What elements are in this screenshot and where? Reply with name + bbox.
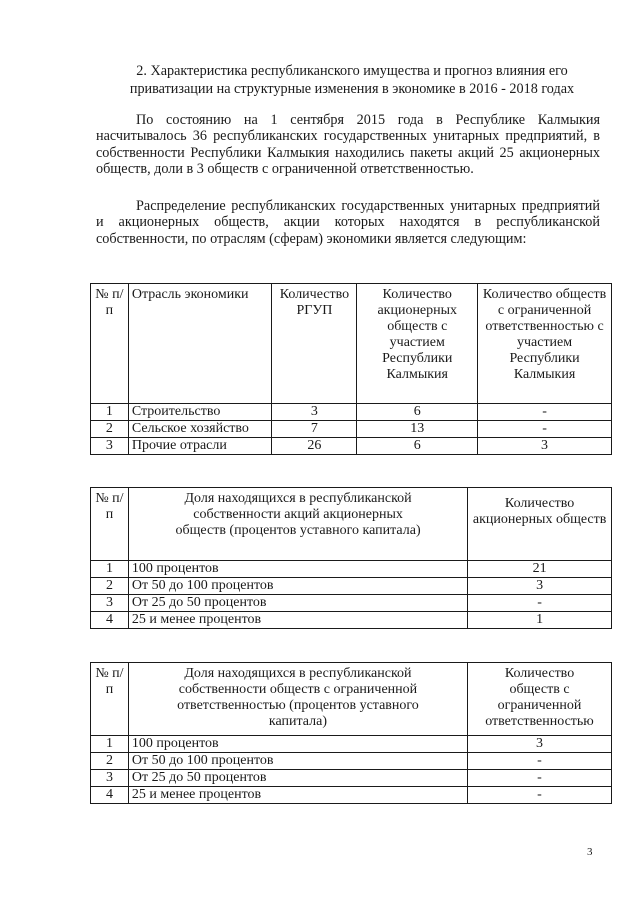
table-row: [91, 595, 612, 612]
header-share: Доля находящихся в республиканской собственности акций акционерных обществ (процентов уставного капитала): [128, 488, 467, 561]
cell-count: 3: [468, 578, 612, 595]
table-row: [91, 770, 612, 787]
cell-num: 3: [91, 770, 129, 787]
table-header-row: [91, 663, 612, 736]
header-num: № п/п: [91, 284, 129, 404]
header-ao: Количество акционерных обществ с участием Республики Калмыкия: [357, 284, 478, 404]
header-rgup: Количество РГУП: [272, 284, 357, 404]
cell-num: 2: [91, 421, 129, 438]
cell-count: -: [468, 770, 612, 787]
cell-share: 25 и менее процентов: [128, 612, 467, 629]
cell-num: 1: [91, 404, 129, 421]
header-num: № п/п: [91, 663, 129, 736]
cell-num: 4: [91, 787, 129, 804]
cell-share: 25 и менее процентов: [128, 787, 467, 804]
table-row: [91, 438, 612, 455]
header-ooo: Количество обществ с ограниченной ответственностью с участием Республики Калмыкия: [478, 284, 612, 404]
header-num: № п/п: [91, 488, 129, 561]
table-share-llc: [90, 662, 612, 804]
cell-share: От 50 до 100 процентов: [128, 753, 467, 770]
header-count: Количество обществ с ограниченной ответственностью: [468, 663, 612, 736]
section-heading: 2. Характеристика республиканского имущества и прогноз влияния его приватизации на структурные изменения в экономике в 2016 - 2018 годах: [129, 63, 575, 97]
cell-rgup: 7: [272, 421, 357, 438]
cell-rgup: 3: [272, 404, 357, 421]
header-share: Доля находящихся в республиканской собственности обществ с ограниченной ответственностью (процентов уставного капитала): [128, 663, 467, 736]
table-row: [91, 753, 612, 770]
cell-num: 2: [91, 578, 129, 595]
cell-share: От 25 до 50 процентов: [128, 770, 467, 787]
cell-rgup: 26: [272, 438, 357, 455]
paragraph-1: [96, 112, 600, 178]
paragraph-2-text: Распределение республиканских государственных унитарных предприятий и акционерных обществ, акции которых находятся в республиканской собственности, по отраслям (сферам) экономики является следующим:: [96, 198, 600, 247]
paragraph-2: [96, 198, 600, 247]
header-branch: Отрасль экономики: [128, 284, 272, 404]
cell-ooo: -: [478, 404, 612, 421]
cell-num: 4: [91, 612, 129, 629]
table-row: [91, 404, 612, 421]
cell-count: 21: [468, 561, 612, 578]
cell-share: От 25 до 50 процентов: [128, 595, 467, 612]
cell-num: 3: [91, 595, 129, 612]
table-row: [91, 561, 612, 578]
table-row: [91, 578, 612, 595]
cell-num: 2: [91, 753, 129, 770]
table-row: [91, 787, 612, 804]
table-industry-distribution: [90, 283, 612, 455]
cell-count: -: [468, 753, 612, 770]
table-header-row: [91, 284, 612, 404]
cell-share: 100 процентов: [128, 736, 467, 753]
cell-ao: 6: [357, 438, 478, 455]
table-header-row: [91, 488, 612, 561]
cell-count: 1: [468, 612, 612, 629]
cell-count: -: [468, 595, 612, 612]
cell-count: -: [468, 787, 612, 804]
cell-ao: 6: [357, 404, 478, 421]
table-row: [91, 421, 612, 438]
page-number: 3: [587, 846, 593, 858]
cell-num: 3: [91, 438, 129, 455]
cell-branch: Прочие отрасли: [128, 438, 272, 455]
cell-share: 100 процентов: [128, 561, 467, 578]
cell-num: 1: [91, 561, 129, 578]
cell-ooo: -: [478, 421, 612, 438]
cell-branch: Сельское хозяйство: [128, 421, 272, 438]
paragraph-1-text: По состоянию на 1 сентября 2015 года в Республике Калмыкия насчитывалось 36 республиканских государственных унитарных предприятий, в собственности Республики Калмыкия находились пакеты акций 25 акционерных обществ, доли в 3 обществ с ограниченной ответственностью.: [96, 112, 600, 178]
table-row: [91, 612, 612, 629]
table-share-joint-stock: [90, 487, 612, 629]
cell-num: 1: [91, 736, 129, 753]
cell-share: От 50 до 100 процентов: [128, 578, 467, 595]
cell-count: 3: [468, 736, 612, 753]
cell-ao: 13: [357, 421, 478, 438]
table-row: [91, 736, 612, 753]
cell-ooo: 3: [478, 438, 612, 455]
cell-branch: Строительство: [128, 404, 272, 421]
header-count: Количество акционерных обществ: [468, 488, 612, 561]
